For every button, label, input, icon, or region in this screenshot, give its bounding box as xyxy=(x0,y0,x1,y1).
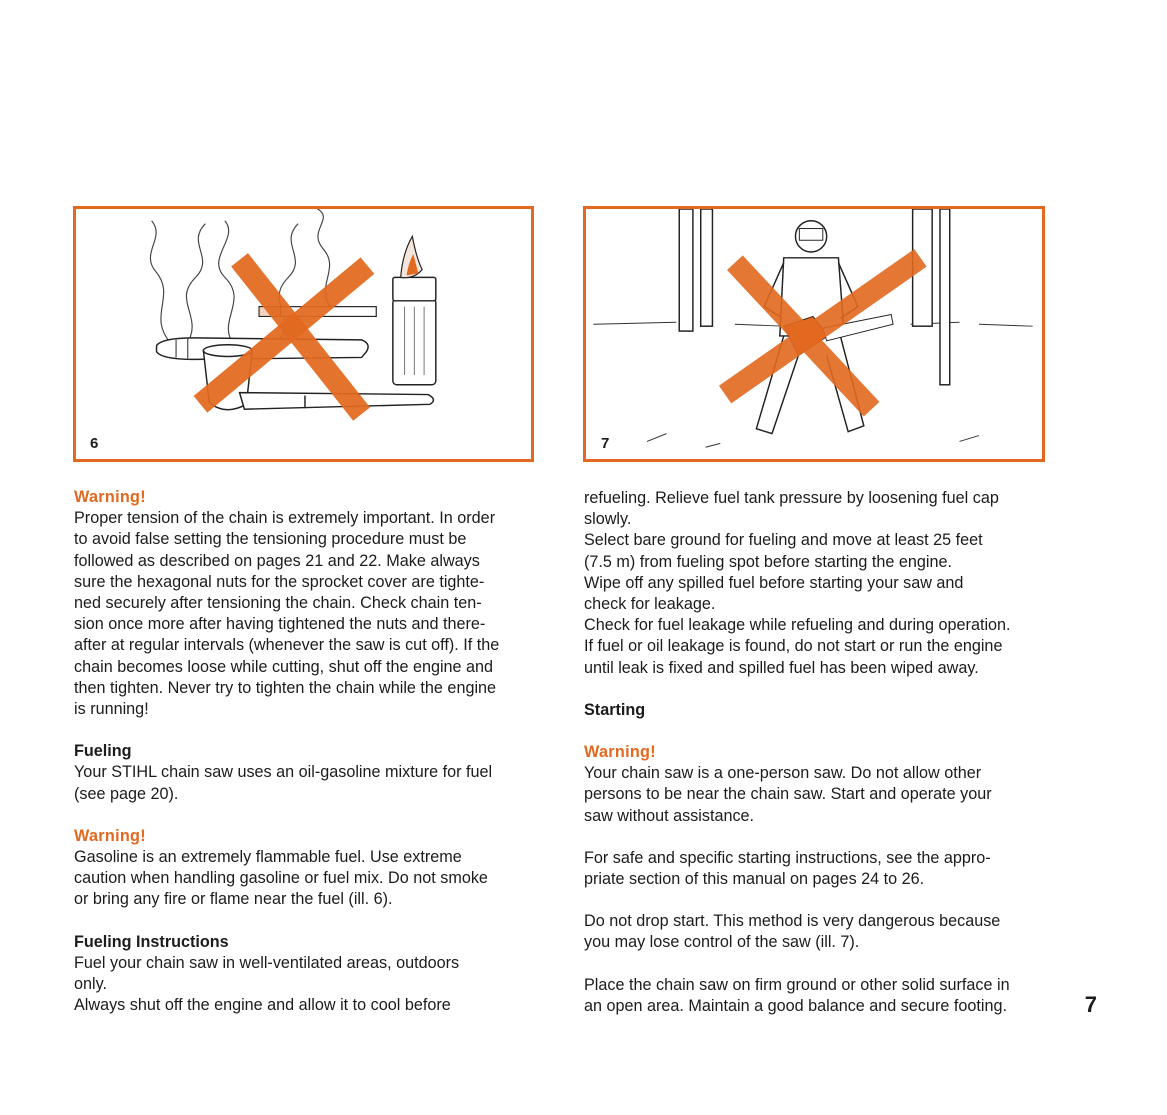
text-line: Your STIHL chain saw uses an oil-gasoline mixture for fuel xyxy=(74,763,493,782)
text-line: is running! xyxy=(74,700,149,719)
text-line: to avoid false setting the tensioning procedure must be xyxy=(74,530,467,549)
text-line: Place the chain saw on firm ground or other solid surface in xyxy=(584,975,1010,994)
text-line: only. xyxy=(74,975,107,994)
text-line: Gasoline is an extremely flammable fuel. Use extreme xyxy=(74,848,462,867)
text-line: then tighten. Never try to tighten the chain while the engine xyxy=(74,678,497,697)
text-line: check for leakage. xyxy=(584,595,716,614)
text-line: If fuel or oil leakage is found, do not start or run the engine xyxy=(584,637,1003,656)
text-line: or bring any fire or flame near the fuel (ill. 6). xyxy=(74,890,393,909)
text-line: Wipe off any spilled fuel before starting your saw and xyxy=(584,573,964,592)
text-line: Always shut off the engine and allow it to cool before xyxy=(74,996,451,1015)
chain-tension-warning xyxy=(74,508,534,720)
text-line: an open area. Maintain a good balance and secure footing. xyxy=(584,996,1007,1015)
text-line: priate section of this manual on pages 24 to 26. xyxy=(584,870,925,889)
section-heading-starting: Starting xyxy=(584,700,646,719)
warning-label: Warning! xyxy=(74,826,146,845)
warning-label: Warning! xyxy=(584,743,656,762)
text-line: sion once more after having tightened the nuts and there- xyxy=(74,615,486,634)
text-line: ned securely after tensioning the chain. Check chain ten- xyxy=(74,594,482,613)
figure-number: 7 xyxy=(601,435,610,452)
section-heading-fueling: Fueling xyxy=(74,742,132,761)
text-line: saw without assistance. xyxy=(584,806,755,825)
text-line: you may lose control of the saw (ill. 7). xyxy=(584,933,860,952)
page-number: 7 xyxy=(1084,992,1097,1017)
warning-label: Warning! xyxy=(74,488,146,506)
text-line: slowly. xyxy=(584,510,632,529)
text-line: Proper tension of the chain is extremely important. In order xyxy=(74,509,496,528)
text-line: Your chain saw is a one-person saw. Do not allow other xyxy=(584,764,982,783)
smoking-prohibited-illustration xyxy=(76,209,531,459)
figure-7 xyxy=(583,206,1045,462)
text-line: chain becomes loose while cutting, shut off the engine and xyxy=(74,657,494,676)
text-line: after at regular intervals (whenever the saw is cut off). If the xyxy=(74,636,500,655)
text-line: persons to be near the chain saw. Start and operate your xyxy=(584,785,992,804)
text-line: Do not drop start. This method is very dangerous because xyxy=(584,912,1001,931)
text-line: For safe and specific starting instructions, see the appro- xyxy=(584,848,991,867)
text-line: followed as described on pages 21 and 22. Make always xyxy=(74,551,480,570)
figure-6 xyxy=(73,206,534,462)
text-line: caution when handling gasoline or fuel mix. Do not smoke xyxy=(74,869,488,888)
text-line: until leak is fixed and spilled fuel has been wiped away. xyxy=(584,658,979,677)
drop-start-prohibited-illustration xyxy=(586,209,1042,459)
section-heading-fueling-instructions: Fueling Instructions xyxy=(74,932,229,951)
left-column xyxy=(74,487,534,1016)
right-column xyxy=(584,488,1046,1017)
figure-number: 6 xyxy=(90,435,99,452)
text-line: sure the hexagonal nuts for the sprocket cover are tighte- xyxy=(74,572,485,591)
text-line: (see page 20). xyxy=(74,784,179,803)
text-line: Check for fuel leakage while refueling and during operation. xyxy=(584,616,1011,635)
text-line: (7.5 m) from fueling spot before starting the engine. xyxy=(584,552,953,571)
text-line: refueling. Relieve fuel tank pressure by loosening fuel cap xyxy=(584,489,999,507)
text-line: Select bare ground for fueling and move at least 25 feet xyxy=(584,531,983,550)
text-line: Fuel your chain saw in well-ventilated areas, outdoors xyxy=(74,953,460,972)
